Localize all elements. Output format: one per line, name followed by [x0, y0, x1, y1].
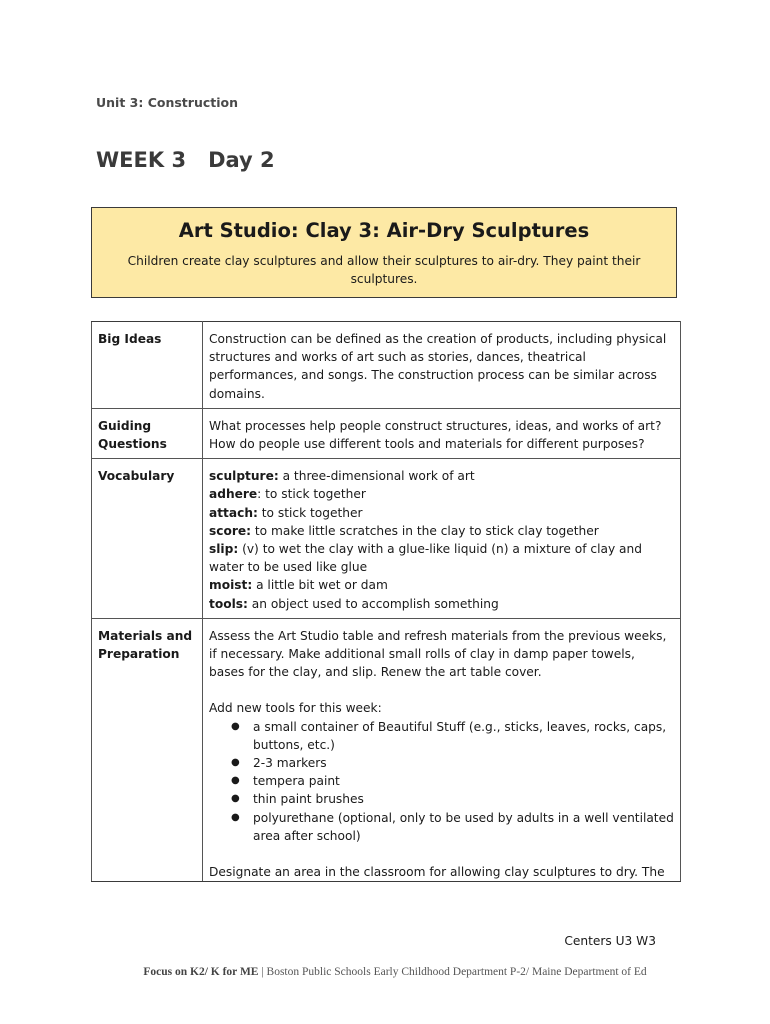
list-item: ● a small container of Beautiful Stuff (e.g., sticks, leaves, rocks, caps, buttons, etc.) [231, 719, 667, 752]
table-row-vocabulary [92, 459, 681, 619]
vocab-entry [209, 595, 674, 613]
centers-label: Centers U3 W3 [564, 934, 656, 948]
guiding-question: What processes help people construct structures, ideas, and works of art? [209, 418, 662, 433]
table-row-big-ideas [92, 322, 681, 409]
vocab-term: attach: [209, 505, 258, 520]
materials-content [203, 618, 681, 881]
vocab-term: moist: [209, 578, 253, 593]
vocabulary-list [203, 459, 681, 619]
vocab-definition: an object used to accomplish something [247, 596, 499, 611]
lesson-banner [91, 207, 677, 298]
bullet-icon: ● [231, 720, 240, 732]
footer-organizations: | Boston Public Schools Early Childhood Department P-2/ Maine Department of Ed [258, 966, 647, 978]
lesson-description: Children create clay sculptures and allow their sculptures to air-dry. They paint their sculptures. [127, 254, 641, 286]
vocab-definition: a little bit wet or dam [252, 578, 388, 593]
vocab-entry [209, 522, 674, 540]
vocab-entry [209, 576, 674, 594]
vocab-definition: (v) to wet the clay with a glue-like liquid (n) a mixture of clay and water to be used like glue [209, 542, 642, 575]
lesson-title: Art Studio: Clay 3: Air-Dry Sculptures [178, 219, 590, 242]
vocab-entry [209, 467, 674, 485]
unit-label: Unit 3: Construction [96, 95, 239, 110]
vocab-term: sculpture: [209, 469, 279, 484]
vocab-term: adhere [209, 487, 258, 502]
guiding-question: How do people use different tools and materials for different purposes? [209, 437, 645, 452]
footer-program: Focus on K2/ K for ME [143, 966, 259, 978]
guiding-questions-label: Guiding Questions [92, 408, 203, 458]
vocab-term: tools: [209, 596, 248, 611]
bullet-icon: ● [231, 757, 240, 769]
vocab-entry [209, 485, 674, 503]
big-ideas-label: Big Ideas [92, 322, 203, 409]
tools-heading: Add new tools for this week: [209, 701, 382, 716]
day-label: Day 2 [208, 148, 275, 172]
vocab-entry [209, 504, 674, 522]
lesson-plan-table [91, 321, 681, 882]
table-row-guiding-questions [92, 408, 681, 458]
list-item: ● 2-3 markers [253, 754, 674, 772]
vocab-term: slip: [209, 542, 239, 557]
guiding-questions-text [203, 408, 681, 458]
materials-intro: Assess the Art Studio table and refresh materials from the previous weeks, if necessary. Make additional small rolls of clay in damp paper towels, bases for the clay, and slip. Renew the art table cover. [209, 628, 667, 680]
vocabulary-label: Vocabulary [92, 459, 203, 619]
vocab-definition: : to stick together [257, 487, 366, 502]
vocab-definition: a three-dimensional work of art [278, 469, 475, 484]
bullet-icon: ● [231, 793, 240, 805]
designate-text: Designate an area in the classroom for allowing clay sculptures to dry. The [209, 865, 665, 880]
big-ideas-text: Construction can be defined as the creation of products, including physical structures and works of art such as stories, dances, theatrical performances, and songs. The construction process can be similar across domains. [203, 322, 681, 409]
vocab-definition: to make little scratches in the clay to stick clay together [251, 523, 599, 538]
table-row-materials [92, 618, 681, 881]
tools-list [209, 718, 674, 845]
list-item: ● tempera paint [253, 772, 674, 790]
materials-label: Materials and Preparation [92, 618, 203, 881]
page-footer [0, 966, 770, 978]
list-item: ● thin paint brushes [253, 790, 674, 808]
bullet-icon: ● [231, 775, 240, 787]
week-day-heading [96, 148, 275, 172]
vocab-definition: to stick together [257, 505, 363, 520]
bullet-icon: ● [231, 811, 240, 823]
list-item: ● polyurethane (optional, only to be used by adults in a well ventilated area after school) [231, 810, 674, 843]
week-label: WEEK 3 [96, 148, 187, 172]
vocab-entry [209, 540, 674, 576]
vocab-term: score: [209, 523, 252, 538]
